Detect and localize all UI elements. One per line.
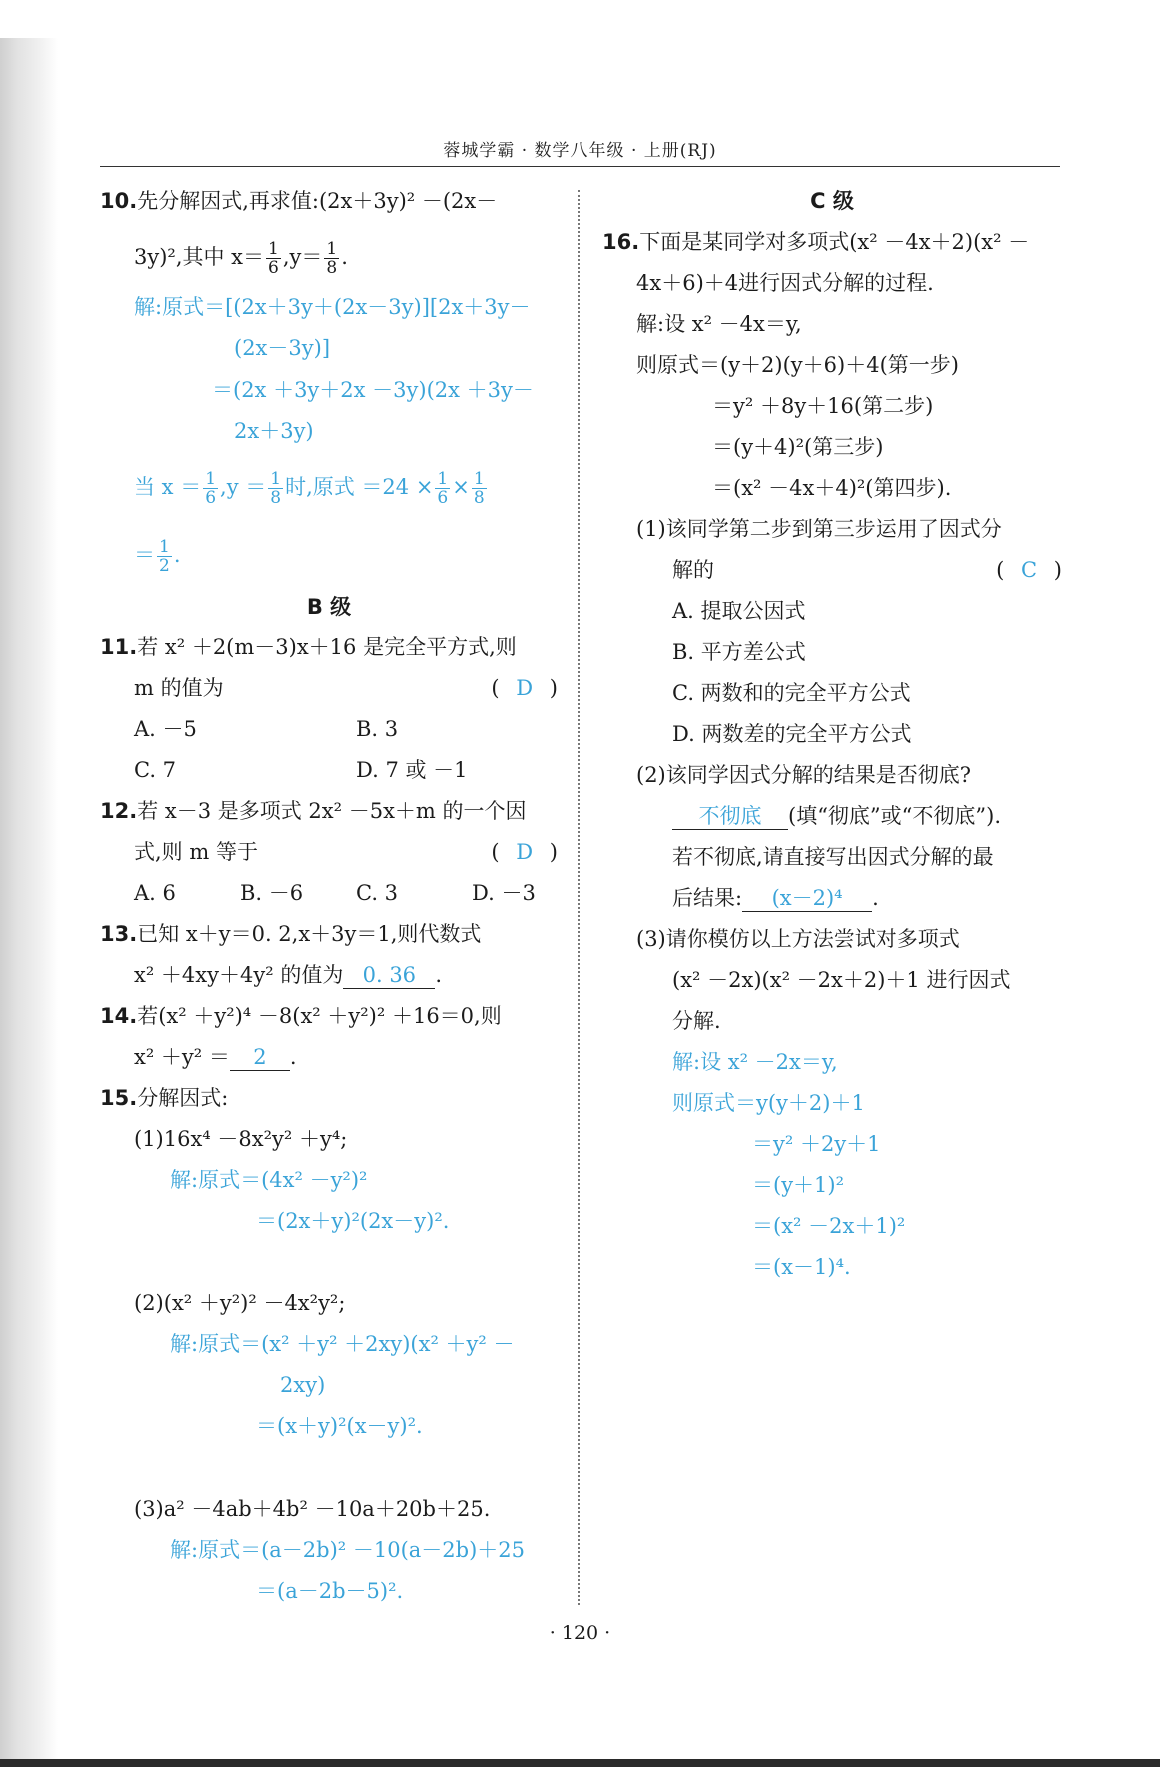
q13-answer: 0. 36 (343, 962, 435, 989)
page-left-shadow (0, 0, 58, 1767)
q16-part3-line1: (3)请你模仿以上方法尝试对多项式 (636, 927, 960, 951)
q10-number: 10. (100, 189, 138, 213)
q13-line1: 13.已知 x＋y＝0. 2,x＋3y＝1,则代数式 (100, 922, 482, 946)
q15-part3: (3)a² －4ab＋4b² －10a＋20b＋25. (134, 1497, 491, 1521)
q16-part1-line2: 解的 ( C ) (672, 555, 1062, 585)
q16-part2-answer-2: (x－2)⁴ (742, 885, 872, 912)
q10-text: 先分解因式,再求值:(2x＋3y)² －(2x－ (137, 189, 498, 213)
q12-option-a: A. 6 (134, 881, 176, 905)
q15-part2-solution-3: ＝(x＋y)²(x－y)². (256, 1414, 423, 1438)
q11-option-d: D. 7 或 －1 (356, 758, 468, 782)
q16-part2-answer: 不彻底 (672, 803, 788, 830)
q15-part1-solution-2: ＝(2x＋y)²(2x－y)². (256, 1209, 450, 1233)
fraction: $\frac{1}{6}$ (437, 469, 449, 508)
q11-answer-bracket: ( D ) (491, 676, 558, 700)
q12-answer-bracket: ( D ) (491, 840, 558, 864)
bottom-edge (0, 1759, 1160, 1767)
q16-line1: 16.下面是某同学对多项式(x² －4x＋2)(x² － (602, 230, 1030, 254)
q16-part1-answer-bracket: ( C ) (996, 558, 1062, 582)
q12-option-b: B. －6 (240, 881, 304, 905)
q12-line2: 式,则 m 等于 ( D ) (134, 837, 558, 867)
q16-line2: 4x＋6)＋4进行因式分解的过程. (636, 271, 934, 295)
page-number: · 120 · (549, 1622, 611, 1644)
q10-solution-6: ＝ $\frac{1}{2}$ . (134, 537, 181, 576)
q10-solution-1: 解:原式＝[(2x＋3y＋(2x－3y)][2x＋3y－ (134, 295, 531, 319)
q16-solution-6: ＝(x－1)⁴. (752, 1255, 851, 1279)
q12-line1: 12.若 x－3 是多项式 2x² －5x＋m 的一个因 (100, 799, 527, 823)
q16-step-2: ＝y² ＋8y＋16(第二步) (712, 394, 934, 418)
q12-option-d: D. －3 (472, 881, 536, 905)
q16-step-1: 则原式＝(y＋2)(y＋6)＋4(第一步) (636, 353, 959, 377)
q16-option-d: D. 两数差的完全平方公式 (672, 722, 912, 746)
fraction: $\frac{1}{8}$ (326, 239, 338, 278)
q16-solution-1: 解:设 x² －2x＝y, (672, 1050, 838, 1074)
fraction: $\frac{1}{2}$ (159, 537, 170, 576)
q11-line2: m 的值为 ( D ) (134, 673, 558, 703)
q16-part2-line2: 不彻底 (填“彻底”或“不彻底”). (672, 801, 1001, 831)
q14-line2: x² ＋y² ＝ 2 . (134, 1045, 297, 1069)
q16-step-3: ＝(y＋4)²(第三步) (712, 435, 884, 459)
fraction: $\frac{1}{8}$ (270, 469, 282, 508)
q16-step-4: ＝(x² －4x＋4)²(第四步). (712, 476, 952, 500)
column-divider (578, 190, 580, 1605)
q16-part3-line2: (x² －2x)(x² －2x＋2)＋1 进行因式 (672, 968, 1011, 992)
q15-part2-solution-2: 2xy) (280, 1373, 326, 1397)
q10-line1 (100, 186, 497, 216)
q16-part2-line1: (2)该同学因式分解的结果是否彻底? (636, 763, 972, 787)
q10-solution-2: (2x－3y)] (234, 336, 331, 360)
q15-part2-solution-1: 解:原式＝(x² ＋y² ＋2xy)(x² ＋y² － (170, 1332, 515, 1356)
q16-part2-line4: 后结果: (x－2)⁴ . (672, 886, 879, 910)
q16-solution-5: ＝(x² －2x＋1)² (752, 1214, 906, 1238)
q16-solution-3: ＝y² ＋2y＋1 (752, 1132, 881, 1156)
q12-answer: D (516, 840, 534, 864)
q11-line1: 11.若 x² ＋2(m－3)x＋16 是完全平方式,则 (100, 635, 517, 659)
fraction: $\frac{1}{6}$ (205, 469, 217, 508)
q15-title: 15.分解因式: (100, 1086, 229, 1110)
page-header: 蓉城学霸 · 数学八年级 · 上册(RJ) (443, 141, 717, 161)
fraction: $\frac{1}{8}$ (473, 469, 485, 508)
page-top-margin (0, 0, 58, 38)
fraction: $\frac{1}{6}$ (268, 239, 279, 278)
q14-answer: 2 (230, 1044, 290, 1071)
q16-option-b: B. 平方差公式 (672, 640, 806, 664)
q10-line2: 3y)²,其中 x＝ $\frac{1}{6}$ ,y＝ $\frac{1}{8}$ . (134, 239, 348, 278)
q10-solution-3: ＝(2x ＋3y＋2x －3y)(2x ＋3y－ (212, 378, 534, 402)
q15-part1: (1)16x⁴ －8x²y² ＋y⁴; (134, 1127, 348, 1151)
q16-step-setup: 解:设 x² －4x＝y, (636, 312, 802, 336)
q16-part1-line1: (1)该同学第二步到第三步运用了因式分 (636, 517, 1002, 541)
q15-part3-solution-1: 解:原式＝(a－2b)² －10(a－2b)＋25 (170, 1538, 526, 1562)
q11-option-a: A. －5 (134, 717, 197, 741)
q16-solution-4: ＝(y＋1)² (752, 1173, 845, 1197)
q16-part3-line3: 分解. (672, 1009, 721, 1033)
q10-solution-5: 当 x ＝ $\frac{1}{6}$ ,y ＝ $\frac{1}{8}$ 时,原式 ＝24 × $\frac{1}{6}$ × $\frac{1}{8}$ (134, 469, 485, 508)
q15-part3-solution-2: ＝(a－2b－5)². (256, 1579, 404, 1603)
q13-line2: x² ＋4xy＋4y² 的值为 0. 36 . (134, 963, 443, 987)
q11-option-b: B. 3 (356, 717, 399, 741)
q12-option-c: C. 3 (356, 881, 399, 905)
header-rule (100, 166, 1060, 167)
level-b-heading: B 级 (306, 595, 352, 619)
q11-option-c: C. 7 (134, 758, 177, 782)
q16-option-c: C. 两数和的完全平方公式 (672, 681, 911, 705)
q16-part2-line3: 若不彻底,请直接写出因式分解的最 (672, 845, 994, 869)
q10-solution-4: 2x＋3y) (234, 419, 314, 443)
q16-part1-answer: C (1021, 558, 1038, 582)
q16-solution-2: 则原式＝y(y＋2)＋1 (672, 1091, 865, 1115)
q14-line1: 14.若(x² ＋y²)⁴ －8(x² ＋y²)² ＋16＝0,则 (100, 1004, 502, 1028)
q16-option-a: A. 提取公因式 (672, 599, 806, 623)
q15-part2: (2)(x² ＋y²)² －4x²y²; (134, 1291, 346, 1315)
level-c-heading: C 级 (810, 189, 854, 213)
q15-part1-solution-1: 解:原式＝(4x² －y²)² (170, 1168, 368, 1192)
q11-answer: D (516, 676, 534, 700)
